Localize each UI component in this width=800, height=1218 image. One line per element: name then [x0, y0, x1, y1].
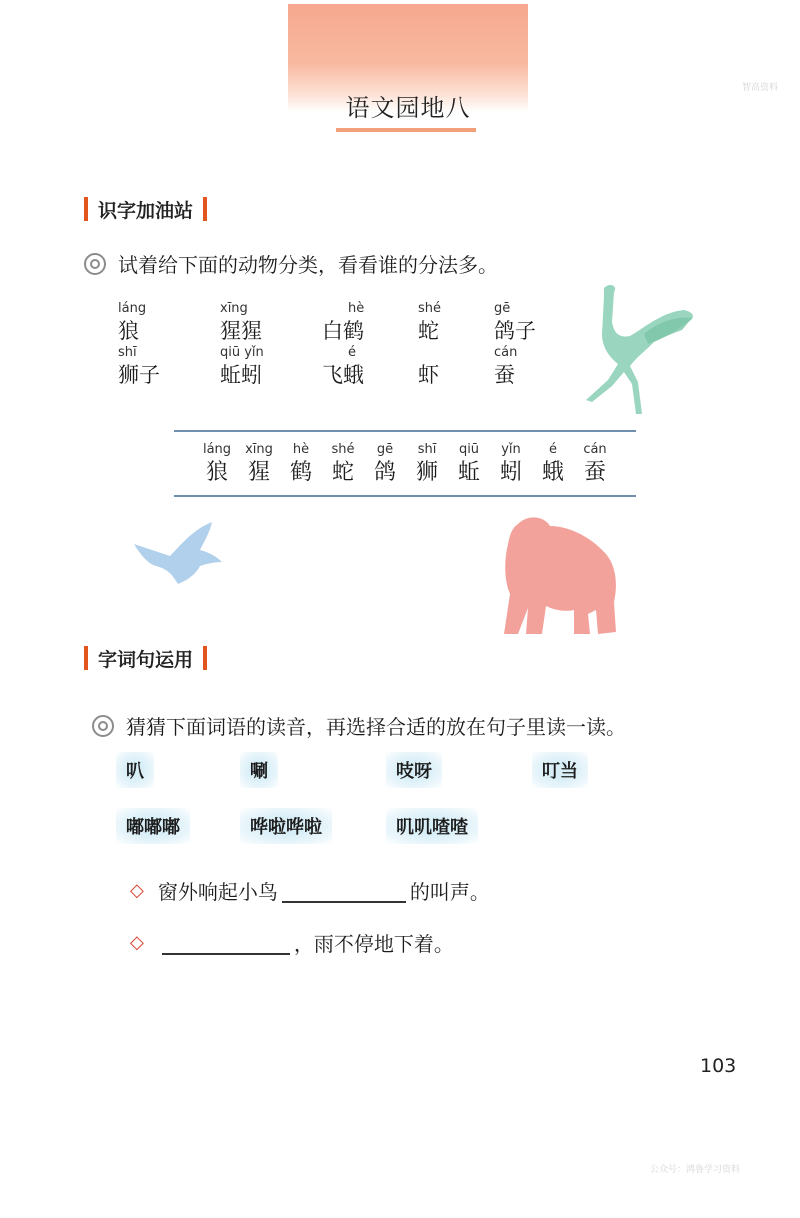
pinyin: qiū yǐn — [220, 345, 264, 360]
crane-illustration — [584, 282, 700, 428]
word-chip: 叭 — [116, 752, 154, 788]
sentence-2-after: ，雨不停地下着。 — [293, 932, 454, 956]
instruction-1 — [84, 249, 498, 278]
crane-shape — [586, 285, 693, 414]
strip-char — [238, 441, 280, 487]
title-underline — [336, 128, 476, 132]
hanzi: 狮子 — [118, 363, 160, 387]
word-chip: 嘟嘟嘟 — [116, 808, 190, 844]
hanzi: 狼 — [205, 460, 228, 485]
hanzi: 猩 — [247, 460, 270, 485]
hanzi: 蚕 — [583, 460, 606, 485]
animal-word — [322, 300, 364, 344]
strip-char — [322, 441, 364, 487]
pinyin: qiū — [458, 442, 480, 457]
hanzi: 白鹤 — [322, 319, 364, 343]
section-label-text: 识字加油站 — [98, 199, 194, 222]
animal-word — [322, 344, 364, 388]
hanzi: 鸽 — [373, 460, 396, 485]
section-label-word-usage — [84, 644, 207, 672]
sentence-1-before: 窗外响起小鸟 — [157, 880, 278, 904]
pinyin: shé — [331, 442, 355, 457]
page-number: 103 — [700, 1055, 737, 1077]
pinyin: yǐn — [501, 442, 521, 457]
pinyin: shī — [417, 442, 437, 457]
gorilla-illustration — [498, 514, 624, 638]
pinyin: xīng — [245, 442, 273, 457]
hanzi: 狼 — [118, 319, 139, 343]
crane-wing — [644, 318, 692, 344]
sentence-1-after: 的叫声。 — [409, 880, 490, 904]
word-chip: 唰 — [240, 752, 278, 788]
strip-char — [532, 441, 574, 487]
sentence-2 — [130, 928, 454, 957]
hanzi: 蚯 — [457, 460, 480, 485]
strip-top-line — [174, 430, 636, 432]
animal-word — [418, 300, 441, 344]
strip-char — [448, 441, 490, 487]
strip-char — [406, 441, 448, 487]
section-bar-left — [84, 646, 88, 670]
circle-bullet-icon — [84, 253, 106, 275]
pinyin: shī — [118, 345, 137, 360]
animal-word — [494, 344, 517, 388]
animal-word — [220, 344, 264, 388]
dove-illustration — [130, 518, 226, 590]
word-chip: 叮当 — [532, 752, 588, 788]
sentence-1 — [130, 876, 490, 905]
animal-word — [220, 300, 262, 344]
circle-bullet-icon — [92, 715, 114, 737]
character-strip — [196, 441, 616, 487]
pinyin: é — [549, 442, 557, 457]
pinyin: é — [348, 345, 356, 360]
strip-char — [364, 441, 406, 487]
hanzi: 蚯蚓 — [220, 363, 262, 387]
animal-word — [118, 344, 160, 388]
hanzi: 蛇 — [418, 319, 439, 343]
watermark-bottom: 公众号：鸿鲁学习资料 — [650, 1165, 741, 1175]
pinyin: láng — [118, 301, 147, 316]
hanzi: 飞蛾 — [322, 363, 364, 387]
diamond-icon: ◇ — [130, 880, 144, 901]
hanzi: 狮 — [415, 460, 438, 485]
section-bar-right — [203, 197, 207, 221]
dove-shape — [134, 522, 222, 584]
word-chip: 叽叽喳喳 — [386, 808, 478, 844]
page-title: 语文园地八 — [345, 94, 471, 122]
animal-word — [494, 300, 536, 344]
pinyin: láng — [202, 442, 232, 457]
answer-blank-2[interactable] — [162, 931, 290, 955]
section-label-literacy — [84, 195, 207, 223]
strip-char — [196, 441, 238, 487]
pinyin: hè — [292, 442, 310, 457]
pinyin: shé — [418, 301, 442, 316]
instruction-1-text: 试着给下面的动物分类，看看谁的分法多。 — [118, 253, 498, 277]
strip-char — [574, 441, 616, 487]
hanzi: 蚕 — [494, 363, 515, 387]
word-chip: 吱呀 — [386, 752, 442, 788]
section-bar-left — [84, 197, 88, 221]
pinyin: cán — [494, 345, 518, 360]
word-chip: 哗啦哗啦 — [240, 808, 332, 844]
instruction-2-text: 猜猜下面词语的读音，再选择合适的放在句子里读一读。 — [126, 715, 626, 739]
hanzi: 猩猩 — [220, 319, 262, 343]
hanzi: 蚓 — [499, 460, 522, 485]
hanzi: 蛇 — [331, 460, 354, 485]
pinyin: xīng — [220, 301, 248, 316]
animal-word — [418, 344, 439, 388]
watermark-top: 智高资料 — [742, 83, 779, 93]
animal-word — [118, 300, 146, 344]
instruction-2 — [92, 711, 626, 740]
hanzi: 鸽子 — [494, 319, 536, 343]
hanzi: 蛾 — [541, 460, 564, 485]
section-bar-right — [203, 646, 207, 670]
gorilla-shape — [504, 517, 616, 634]
pinyin: hè — [348, 301, 365, 316]
pinyin: gē — [376, 442, 394, 457]
answer-blank-1[interactable] — [282, 879, 406, 903]
strip-char — [490, 441, 532, 487]
strip-bottom-line — [174, 495, 636, 497]
diamond-icon: ◇ — [130, 932, 144, 953]
pinyin — [418, 344, 439, 362]
pinyin: gē — [494, 301, 511, 316]
strip-char — [280, 441, 322, 487]
hanzi: 鹤 — [289, 460, 312, 485]
section-label-text: 字词句运用 — [98, 648, 194, 671]
hanzi: 虾 — [418, 363, 439, 387]
pinyin: cán — [583, 442, 607, 457]
